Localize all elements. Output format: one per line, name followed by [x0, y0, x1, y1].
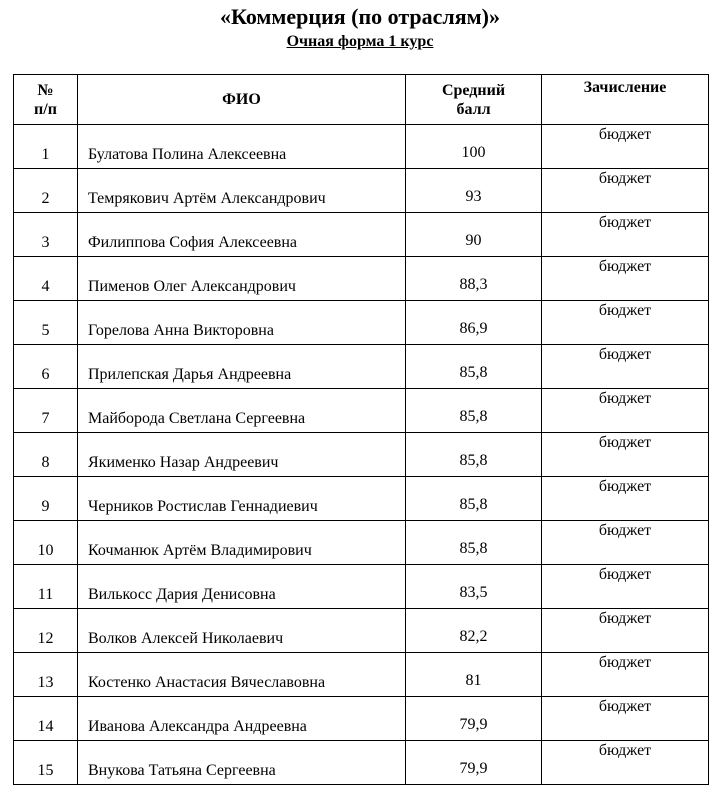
row-full-name: Прилепская Дарья Андреевна — [78, 345, 406, 389]
enrollment-table — [13, 74, 709, 785]
table-row — [14, 609, 709, 653]
row-number: 2 — [14, 169, 78, 213]
table-row — [14, 389, 709, 433]
row-full-name: Внукова Татьяна Сергеевна — [78, 741, 406, 785]
row-number: 7 — [14, 389, 78, 433]
row-full-name: Иванова Александра Андреевна — [78, 697, 406, 741]
row-average-score: 85,8 — [406, 521, 542, 565]
row-average-score: 85,8 — [406, 345, 542, 389]
table-row — [14, 345, 709, 389]
table-row — [14, 433, 709, 477]
row-average-score: 83,5 — [406, 565, 542, 609]
row-average-score: 79,9 — [406, 697, 542, 741]
row-number: 15 — [14, 741, 78, 785]
row-average-score: 93 — [406, 169, 542, 213]
header-enroll: Зачисление — [542, 75, 709, 125]
row-number: 9 — [14, 477, 78, 521]
row-enrollment-type: бюджет — [542, 477, 709, 521]
table-row — [14, 521, 709, 565]
row-enrollment-type: бюджет — [542, 169, 709, 213]
row-average-score: 85,8 — [406, 389, 542, 433]
row-full-name: Горелова Анна Викторовна — [78, 301, 406, 345]
row-full-name: Кочманюк Артём Владимирович — [78, 521, 406, 565]
table-row — [14, 213, 709, 257]
table-row — [14, 301, 709, 345]
table-row — [14, 477, 709, 521]
table-row — [14, 697, 709, 741]
row-number: 10 — [14, 521, 78, 565]
row-enrollment-type: бюджет — [542, 565, 709, 609]
row-full-name: Филиппова София Алексеевна — [78, 213, 406, 257]
row-enrollment-type: бюджет — [542, 257, 709, 301]
table-header-row — [14, 75, 709, 125]
row-average-score: 85,8 — [406, 433, 542, 477]
row-full-name: Вилькосс Дария Денисовна — [78, 565, 406, 609]
row-number: 14 — [14, 697, 78, 741]
row-enrollment-type: бюджет — [542, 653, 709, 697]
row-average-score: 81 — [406, 653, 542, 697]
row-enrollment-type: бюджет — [542, 741, 709, 785]
row-average-score: 79,9 — [406, 741, 542, 785]
row-number: 5 — [14, 301, 78, 345]
row-full-name: Пименов Олег Александрович — [78, 257, 406, 301]
row-average-score: 88,3 — [406, 257, 542, 301]
row-average-score: 90 — [406, 213, 542, 257]
header-name: ФИО — [78, 75, 406, 125]
row-enrollment-type: бюджет — [542, 609, 709, 653]
row-number: 12 — [14, 609, 78, 653]
row-enrollment-type: бюджет — [542, 213, 709, 257]
row-average-score: 86,9 — [406, 301, 542, 345]
header-num: № п/п — [14, 75, 78, 125]
row-enrollment-type: бюджет — [542, 301, 709, 345]
page-subtitle-text: Очная форма 1 курс — [286, 33, 434, 50]
row-full-name: Булатова Полина Алексеевна — [78, 125, 406, 169]
row-full-name: Темрякович Артём Александрович — [78, 169, 406, 213]
row-average-score: 85,8 — [406, 477, 542, 521]
table-row — [14, 169, 709, 213]
row-enrollment-type: бюджет — [542, 389, 709, 433]
row-full-name: Майборода Светлана Сергеевна — [78, 389, 406, 433]
row-number: 13 — [14, 653, 78, 697]
row-enrollment-type: бюджет — [542, 125, 709, 169]
row-full-name: Костенко Анастасия Вячеславовна — [78, 653, 406, 697]
row-number: 3 — [14, 213, 78, 257]
row-number: 4 — [14, 257, 78, 301]
row-enrollment-type: бюджет — [542, 521, 709, 565]
table-row — [14, 653, 709, 697]
row-full-name: Волков Алексей Николаевич — [78, 609, 406, 653]
page-subtitle — [0, 32, 720, 52]
page-title: «Коммерция (по отраслям)» — [219, 4, 500, 29]
row-enrollment-type: бюджет — [542, 345, 709, 389]
table-row — [14, 741, 709, 785]
row-average-score: 100 — [406, 125, 542, 169]
table-body — [14, 125, 709, 785]
table-row — [14, 565, 709, 609]
row-enrollment-type: бюджет — [542, 697, 709, 741]
row-number: 8 — [14, 433, 78, 477]
row-number: 6 — [14, 345, 78, 389]
row-enrollment-type: бюджет — [542, 433, 709, 477]
row-number: 11 — [14, 565, 78, 609]
row-number: 1 — [14, 125, 78, 169]
table-row — [14, 125, 709, 169]
row-average-score: 82,2 — [406, 609, 542, 653]
row-full-name: Якименко Назар Андреевич — [78, 433, 406, 477]
header-score: Средний балл — [406, 75, 542, 125]
table-row — [14, 257, 709, 301]
row-full-name: Черников Ростислав Геннадиевич — [78, 477, 406, 521]
